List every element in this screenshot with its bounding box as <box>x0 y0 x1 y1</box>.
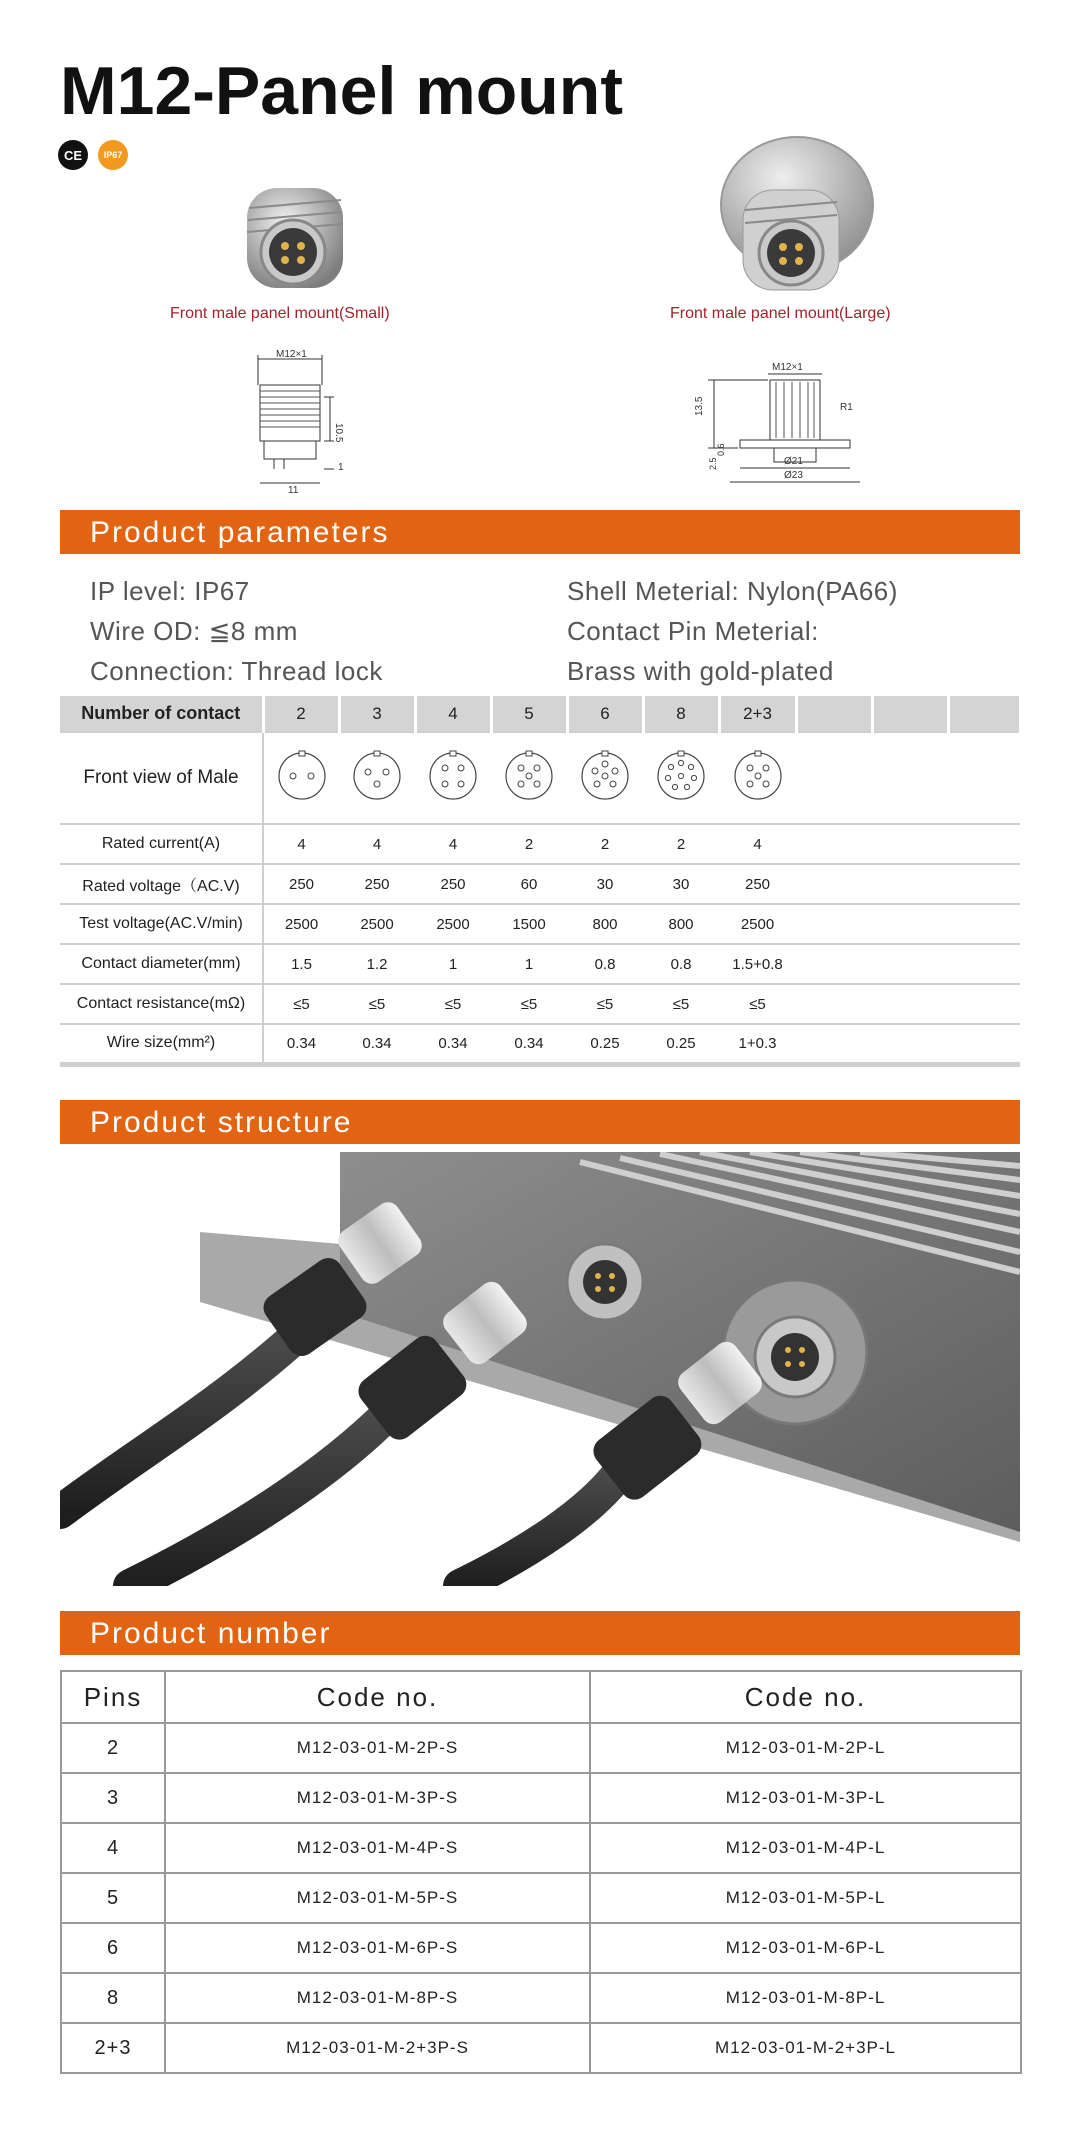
spec-cell: ≤5 <box>643 984 719 1024</box>
pn-code-small: M12-03-01-M-3P-S <box>165 1773 590 1823</box>
panel-mount-large-icon <box>715 135 875 305</box>
pinout-6-icon <box>579 750 631 802</box>
ip67-badge-icon: IP67 <box>98 140 128 170</box>
spec-cell: ≤5 <box>263 984 339 1024</box>
spec-row-label: Rated voltage（AC.V) <box>60 864 263 904</box>
table-row <box>61 1973 1021 2023</box>
spec-table <box>60 696 1022 1067</box>
spec-cell: 0.34 <box>491 1024 567 1064</box>
spec-cell: 4 <box>339 824 415 864</box>
spec-cell: 60 <box>491 864 567 904</box>
pn-code-large: M12-03-01-M-3P-L <box>590 1773 1021 1823</box>
pn-code-large: M12-03-01-M-8P-L <box>590 1973 1021 2023</box>
pn-code-large: M12-03-01-M-4P-L <box>590 1823 1021 1873</box>
pn-code-small: M12-03-01-M-8P-S <box>165 1973 590 2023</box>
large-d1-label: Ø21 <box>784 456 803 467</box>
large-mount-caption: Front male panel mount(Large) <box>670 305 891 322</box>
pn-pins: 8 <box>61 1973 165 2023</box>
contact-count <box>948 696 1020 732</box>
pn-pins: 4 <box>61 1823 165 1873</box>
contact-count: 6 <box>567 696 643 732</box>
table-row <box>61 1723 1021 1773</box>
pinout-3-icon <box>351 750 403 802</box>
pn-pins: 5 <box>61 1873 165 1923</box>
spec-cell: 4 <box>719 824 796 864</box>
contact-count: 2 <box>263 696 339 732</box>
pn-code-small: M12-03-01-M-6P-S <box>165 1923 590 1973</box>
large-mount-drawing <box>680 360 870 490</box>
spec-cell: 0.8 <box>643 944 719 984</box>
contact-count: 3 <box>339 696 415 732</box>
spec-cell: ≤5 <box>415 984 491 1024</box>
spec-cell: 1 <box>491 944 567 984</box>
small-mount-drawing <box>240 345 360 495</box>
section-structure-title: Product structure <box>90 1106 353 1139</box>
spec-cell: 2500 <box>263 904 339 944</box>
param-connection: Connection: Thread lock <box>90 656 383 686</box>
pn-pins: 2 <box>61 1723 165 1773</box>
pinout-8-icon <box>655 750 707 802</box>
spec-cell: 2500 <box>415 904 491 944</box>
pn-code-small: M12-03-01-M-5P-S <box>165 1873 590 1923</box>
spec-row-label: Rated current(A) <box>60 824 263 864</box>
spec-cell: 1500 <box>491 904 567 944</box>
contact-count: 5 <box>491 696 567 732</box>
spec-cell: 1.5+0.8 <box>719 944 796 984</box>
spec-cell: 800 <box>567 904 643 944</box>
small-mount-caption: Front male panel mount(Small) <box>170 305 390 322</box>
spec-cell: 0.8 <box>567 944 643 984</box>
spec-row <box>60 864 1020 904</box>
spec-row-label: Contact resistance(mΩ) <box>60 984 263 1024</box>
section-number <box>60 1611 1020 1655</box>
large-radius-label: R1 <box>840 402 853 413</box>
pn-header-code: Code no. <box>165 1671 590 1723</box>
pn-code-small: M12-03-01-M-2+3P-S <box>165 2023 590 2073</box>
spec-row <box>60 824 1020 864</box>
pn-header-pins: Pins <box>61 1671 165 1723</box>
spec-cell: 2500 <box>719 904 796 944</box>
spec-cell: 2 <box>567 824 643 864</box>
contact-count: 8 <box>643 696 719 732</box>
spec-cell: 1+0.3 <box>719 1024 796 1064</box>
table-row <box>61 1923 1021 1973</box>
spec-cell: 0.25 <box>567 1024 643 1064</box>
small-width-label: 11 <box>288 485 299 495</box>
table-row <box>61 1873 1021 1923</box>
table-row <box>61 2023 1021 2073</box>
product-number-table <box>60 1670 1022 2074</box>
spec-cell: ≤5 <box>719 984 796 1024</box>
spec-row-label: Contact diameter(mm) <box>60 944 263 984</box>
table-row <box>61 1823 1021 1873</box>
spec-cell: 250 <box>339 864 415 904</box>
spec-cell: 30 <box>567 864 643 904</box>
product-structure-illustration <box>60 1152 1020 1586</box>
spec-cell: 800 <box>643 904 719 944</box>
large-flange-label: 0.6 <box>716 443 726 456</box>
spec-cell: 250 <box>415 864 491 904</box>
spec-cell: 0.34 <box>339 1024 415 1064</box>
contact-count <box>872 696 948 732</box>
spec-cell: 4 <box>263 824 339 864</box>
pn-code-large: M12-03-01-M-2+3P-L <box>590 2023 1021 2073</box>
pn-header-code: Code no. <box>590 1671 1021 1723</box>
param-pin-material: Contact Pin Meterial: <box>567 616 819 646</box>
small-pin-label: 1 <box>338 462 344 473</box>
pn-pins: 3 <box>61 1773 165 1823</box>
spec-row-label: Wire size(mm²) <box>60 1024 263 1064</box>
spec-cell: ≤5 <box>567 984 643 1024</box>
spec-cell: 0.25 <box>643 1024 719 1064</box>
large-step-label: 2.5 <box>708 457 718 470</box>
spec-row <box>60 984 1020 1024</box>
spec-cell: 250 <box>263 864 339 904</box>
large-height-label: 13.5 <box>694 396 705 416</box>
small-height-label: 10.5 <box>333 423 344 443</box>
section-structure <box>60 1100 1020 1144</box>
pn-code-large: M12-03-01-M-6P-L <box>590 1923 1021 1973</box>
spec-cell: 2 <box>643 824 719 864</box>
param-ip-level: IP level: IP67 <box>90 576 250 606</box>
spec-cell: 250 <box>719 864 796 904</box>
pn-code-small: M12-03-01-M-4P-S <box>165 1823 590 1873</box>
contact-count: 4 <box>415 696 491 732</box>
spec-row-label: Test voltage(AC.V/min) <box>60 904 263 944</box>
spec-front-view-row <box>60 732 1020 824</box>
spec-row <box>60 904 1020 944</box>
spec-cell: 0.34 <box>415 1024 491 1064</box>
pn-code-large: M12-03-01-M-5P-L <box>590 1873 1021 1923</box>
large-thread-label: M12×1 <box>772 362 803 373</box>
contact-count: 2+3 <box>719 696 796 732</box>
param-wire-od: Wire OD: ≦8 mm <box>90 616 298 646</box>
spec-header-row <box>60 696 1020 732</box>
spec-cell: ≤5 <box>491 984 567 1024</box>
pinout-5-icon <box>503 750 555 802</box>
spec-header-label: Number of contact <box>60 696 263 732</box>
small-thread-label: M12×1 <box>276 349 307 360</box>
spec-cell: 2500 <box>339 904 415 944</box>
front-view-label: Front view of Male <box>60 732 263 824</box>
table-row <box>61 1773 1021 1823</box>
param-shell-material: Shell Meterial: Nylon(PA66) <box>567 576 898 606</box>
pn-pins: 2+3 <box>61 2023 165 2073</box>
spec-cell: 2 <box>491 824 567 864</box>
spec-cell: ≤5 <box>339 984 415 1024</box>
large-d2-label: Ø23 <box>784 470 803 481</box>
panel-mount-small-icon <box>235 178 355 298</box>
param-pin-plating: Brass with gold-plated <box>567 656 834 686</box>
section-parameters <box>60 510 1020 554</box>
pinout-2-icon <box>276 750 328 802</box>
spec-cell: 0.34 <box>263 1024 339 1064</box>
ce-mark-icon: CE <box>58 140 88 170</box>
pinout-2plus3-icon <box>732 750 784 802</box>
pn-code-large: M12-03-01-M-2P-L <box>590 1723 1021 1773</box>
spec-cell: 4 <box>415 824 491 864</box>
spec-cell: 1.2 <box>339 944 415 984</box>
spec-cell: 1.5 <box>263 944 339 984</box>
pn-pins: 6 <box>61 1923 165 1973</box>
spec-row <box>60 1024 1020 1064</box>
page-title: M12-Panel mount <box>60 53 623 129</box>
spec-row <box>60 944 1020 984</box>
spec-cell: 30 <box>643 864 719 904</box>
pinout-4-icon <box>427 750 479 802</box>
contact-count <box>796 696 872 732</box>
section-parameters-title: Product parameters <box>90 516 390 549</box>
spec-cell: 1 <box>415 944 491 984</box>
section-number-title: Product number <box>90 1617 332 1650</box>
pn-code-small: M12-03-01-M-2P-S <box>165 1723 590 1773</box>
pn-header-row <box>61 1671 1021 1723</box>
